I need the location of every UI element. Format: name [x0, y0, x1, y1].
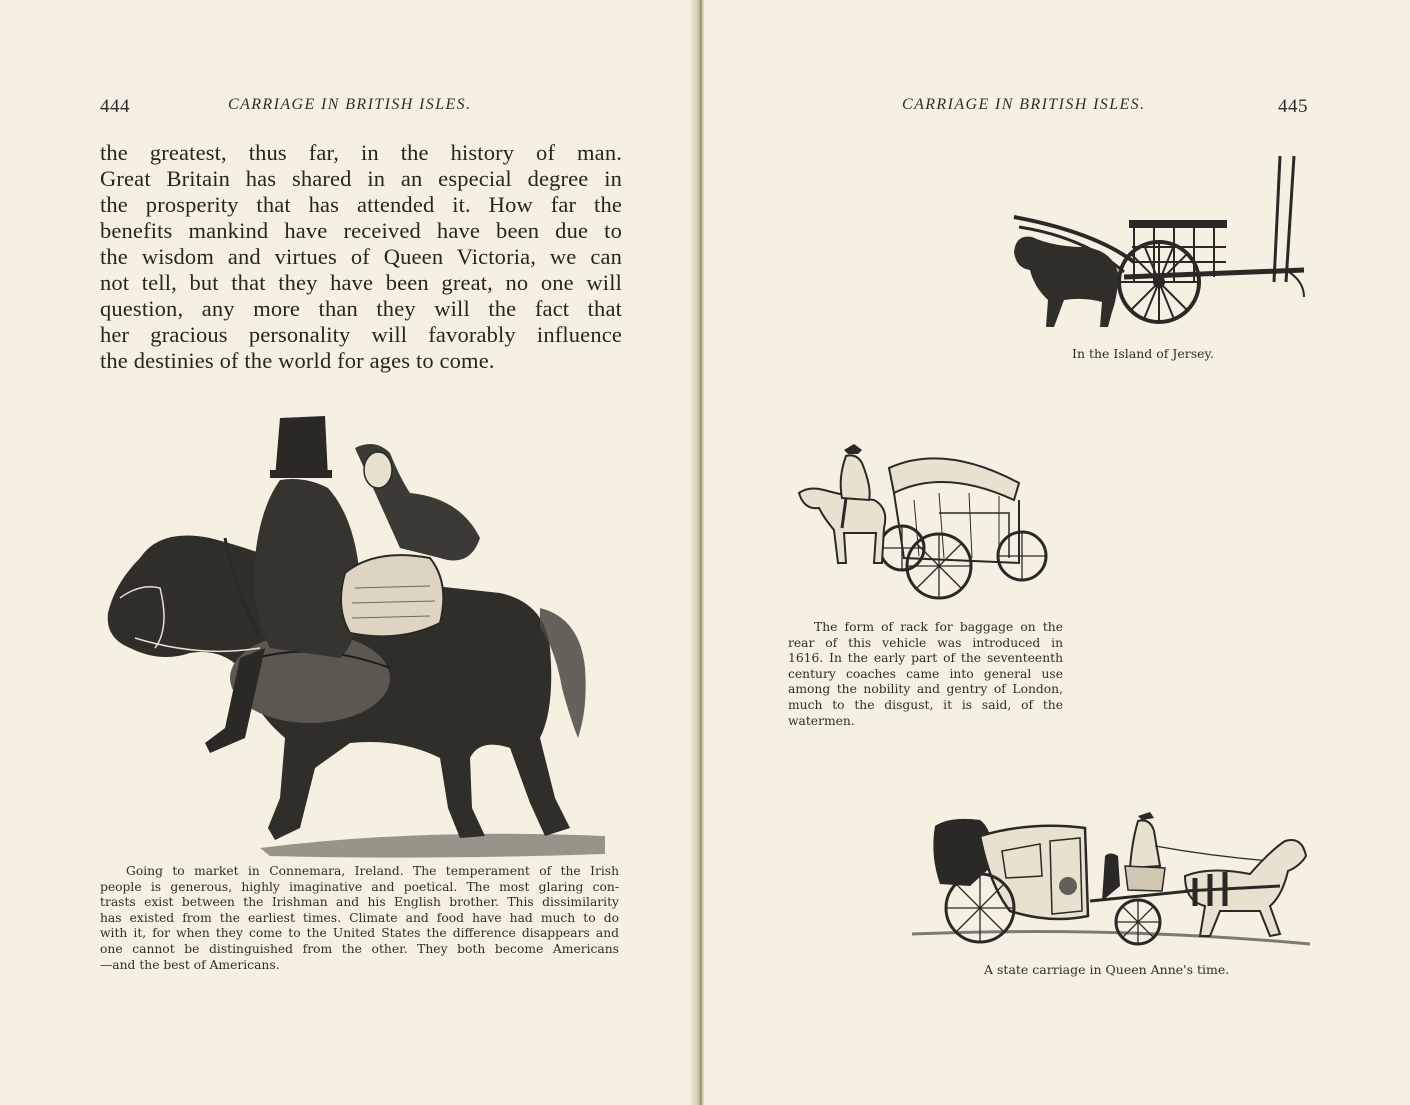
- body-line: the greatest, thus far, in the history of man.: [100, 140, 622, 165]
- jersey-caption: In the Island of Jersey.: [1072, 346, 1214, 361]
- caption-line: has existed from the earliest times. Climate and food have had much to do: [100, 910, 619, 925]
- state-carriage-illustration: [910, 806, 1310, 954]
- running-head-left: CARRIAGE IN BRITISH ISLES.: [228, 96, 472, 113]
- body-line: the wisdom and virtues of Queen Victoria, we can: [100, 244, 622, 269]
- caption-line: one cannot be distinguished from the other. They both become Americans: [100, 941, 619, 956]
- page-number-left: 444: [100, 96, 130, 117]
- body-line: question, any more than they will the fact that: [100, 296, 622, 321]
- connemara-caption: [100, 864, 619, 973]
- body-line: the prosperity that has attended it. How far the: [100, 192, 622, 217]
- right-page: [704, 0, 1410, 1105]
- state-carriage-caption: A state carriage in Queen Anne's time.: [984, 962, 1230, 977]
- body-line: not tell, but that they have been great, no one will: [100, 270, 622, 295]
- running-head-right: CARRIAGE IN BRITISH ISLES.: [902, 96, 1146, 113]
- body-line: her gracious personality will favorably influence: [100, 322, 622, 347]
- caption-line: Going to market in Connemara, Ireland. The temperament of the Irish: [126, 864, 619, 878]
- caption-line: rear of this vehicle was introduced in: [788, 635, 1063, 650]
- body-line: the destinies of the world for ages to come.: [100, 348, 495, 373]
- connemara-horse-illustration: [100, 408, 615, 858]
- caption-line: watermen.: [788, 713, 855, 728]
- caption-line: with it, for when they come to the United States the difference disappears and: [100, 926, 619, 941]
- caption-line: century coaches came into general use: [788, 666, 1063, 681]
- caption-line: trasts exist between the Irishman and his English brother. This dissimilarity: [100, 895, 619, 910]
- caption-line: among the nobility and gentry of London,: [788, 682, 1063, 697]
- page-number-right: 445: [1278, 96, 1308, 117]
- left-page: [0, 0, 694, 1105]
- body-line: Great Britain has shared in an especial degree in: [100, 166, 622, 191]
- jersey-cart-illustration: [1004, 152, 1309, 332]
- body-paragraph: [100, 140, 622, 374]
- baggage-coach-caption: [788, 620, 1063, 729]
- caption-line: —and the best of Americans.: [100, 957, 280, 972]
- caption-line: The form of rack for baggage on the: [814, 620, 1063, 634]
- caption-line: 1616. In the early part of the seventeenth: [788, 651, 1063, 666]
- caption-line: people is generous, highly imaginative and poetical. The most glaring con-: [100, 879, 619, 894]
- baggage-coach-illustration: [794, 438, 1049, 610]
- body-line: benefits mankind have received have been due to: [100, 218, 622, 243]
- caption-line: much to the disgust, it is said, of the: [788, 697, 1063, 712]
